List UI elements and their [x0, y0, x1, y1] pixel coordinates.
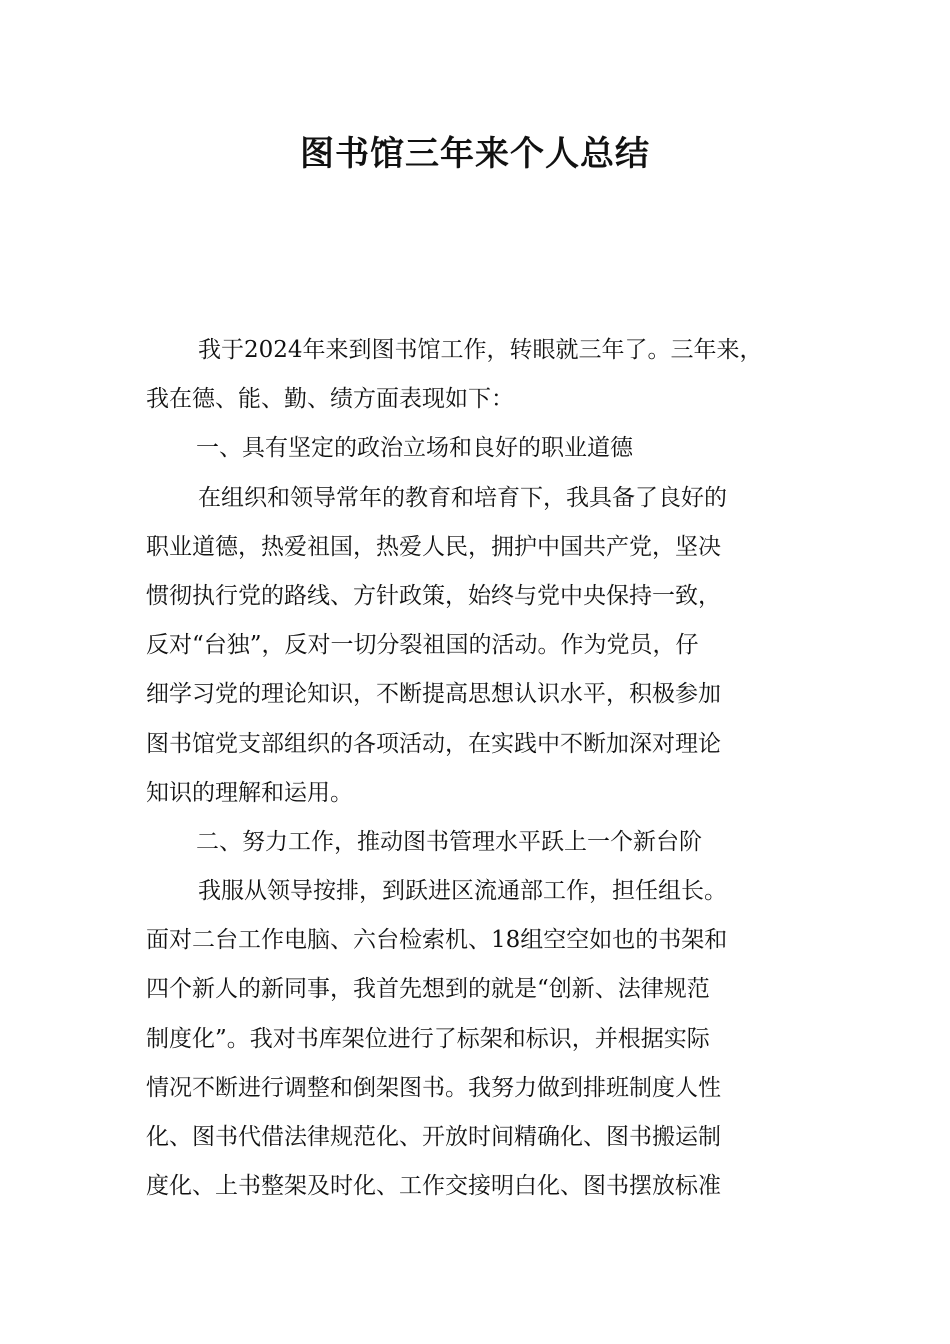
paragraph-line: 图书馆党支部组织的各项活动，在实践中不断加深对理论 — [146, 730, 721, 757]
paragraph-line: 度化、上书整架及时化、工作交接明白化、图书摆放标准 — [146, 1173, 721, 1200]
paragraph-line: 我于2024年来到图书馆工作，转眼就三年了。三年来， — [198, 337, 763, 363]
paragraph-line: 知识的理解和运用。 — [146, 779, 353, 806]
paragraph-line: 面对二台工作电脑、六台检索机、18组空空如也的书架和 — [146, 927, 728, 954]
paragraph-line: 细学习党的理论知识，不断提高思想认识水平，积极参加 — [146, 681, 721, 708]
section-heading: 一、具有坚定的政治立场和良好的职业道德 — [196, 435, 633, 462]
paragraph-line: 化、图书代借法律规范化、开放时间精确化、图书搬运制 — [146, 1124, 721, 1150]
document-title: 图书馆三年来个人总结 — [300, 134, 650, 174]
paragraph-line: 情况不断进行调整和倒架图书。我努力做到排班制度人性 — [146, 1074, 721, 1101]
paragraph-line: 惯彻执行党的路线、方针政策，始终与党中央保持一致， — [146, 582, 721, 609]
paragraph-line: 职业道德，热爱祖国，热爱人民，拥护中国共产党，坚决 — [146, 533, 721, 560]
document-body — [146, 326, 808, 1211]
paragraph-line: 我在德、能、勤、绩方面表现如下： — [146, 386, 514, 413]
section-heading: 二、努力工作，推动图书管理水平跃上一个新台阶 — [196, 828, 702, 855]
paragraph-line: 在组织和领导常年的教育和培育下，我具备了良好的 — [198, 484, 727, 511]
paragraph-line: 四个新人的新同事，我首先想到的就是“创新、法律规范 — [146, 976, 710, 1003]
paragraph-line: 制度化”。我对书库架位进行了标架和标识，并根据实际 — [146, 1025, 710, 1052]
paragraph-line: 我服从领导按排，到跃进区流通部工作，担任组长。 — [198, 878, 727, 905]
paragraph-line: 反对“台独”，反对一切分裂祖国的活动。作为党员，仔 — [146, 632, 699, 659]
